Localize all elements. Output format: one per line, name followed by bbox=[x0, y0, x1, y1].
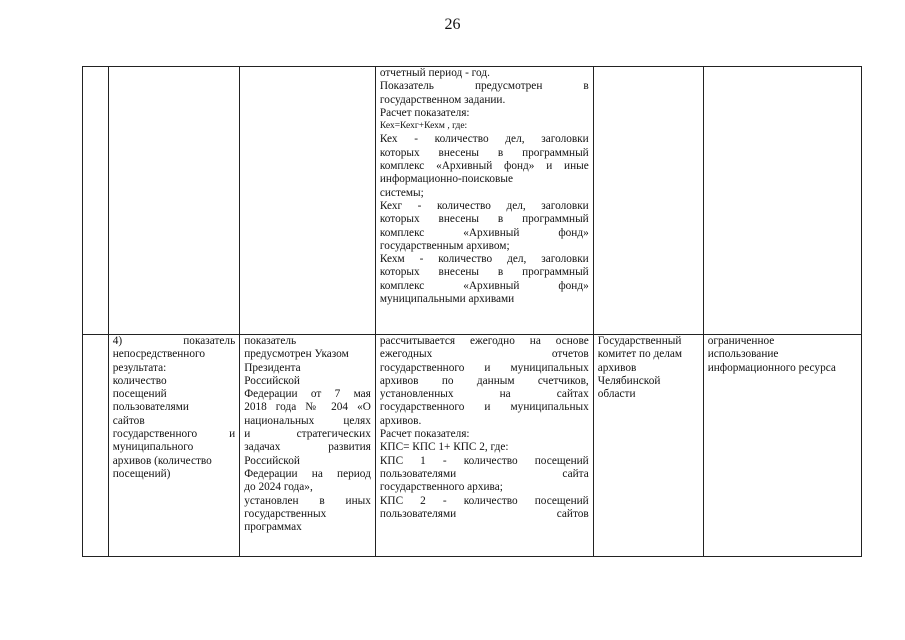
calc-line: Расчет показателя: bbox=[379, 106, 470, 119]
calc-line: Кехм - количество дел, заголовки bbox=[379, 253, 589, 266]
indicator-line: посещений bbox=[112, 388, 167, 401]
basis-line: государственных bbox=[244, 507, 327, 520]
formula: Кех=Кехг+Кехм , где: bbox=[379, 121, 468, 132]
basis-line: предусмотрен Указом bbox=[244, 348, 349, 361]
calc-line: Кехг - количество дел, заголовки bbox=[379, 199, 589, 212]
calc-line: Показатель предусмотрен в bbox=[379, 80, 589, 93]
basis-line: Российской bbox=[244, 454, 300, 467]
basis-line: Президента bbox=[244, 361, 301, 374]
indicator-table bbox=[82, 66, 862, 557]
calc-line: установленных на сайтах bbox=[379, 388, 589, 401]
indicator-line: количество bbox=[112, 374, 167, 387]
basis-line: программах bbox=[244, 521, 302, 534]
calculation-cell bbox=[375, 335, 593, 557]
basis-line: установлен в иных bbox=[244, 494, 371, 507]
basis-line: до 2024 года», bbox=[244, 481, 313, 494]
responsible-line: области bbox=[597, 388, 636, 401]
calc-line: муниципальными архивами bbox=[379, 293, 515, 306]
calc-line: которых внесены в программный bbox=[379, 266, 589, 279]
row-number-cell bbox=[83, 67, 109, 335]
indicator-name-cell bbox=[108, 67, 240, 335]
basis-line: задачах развития bbox=[244, 441, 371, 454]
calc-line: комплекс «Архивный фонд» и иные bbox=[379, 160, 589, 173]
calc-line: информационно-поисковые bbox=[379, 173, 513, 186]
responsible-cell bbox=[593, 335, 703, 557]
calc-line: КПС 2 - количество посещений bbox=[379, 494, 589, 507]
basis-line: 2018 года № 204 «О bbox=[244, 401, 371, 414]
basis-line: и стратегических bbox=[244, 428, 371, 441]
calc-line: ежегодных отчетов bbox=[379, 348, 589, 361]
basis-line: показатель bbox=[244, 335, 297, 347]
basis-cell bbox=[240, 335, 376, 557]
limitations-cell bbox=[703, 335, 861, 557]
indicator-line: пользователями bbox=[112, 401, 189, 414]
calc-line: КПС 1 - количество посещений bbox=[379, 454, 589, 467]
limitation-line: использование bbox=[707, 348, 779, 361]
responsible-line: Государственный bbox=[597, 335, 682, 347]
limitation-line: информационного ресурса bbox=[707, 361, 836, 374]
indicator-line: 4) показатель bbox=[112, 335, 236, 347]
table-row bbox=[83, 67, 862, 335]
indicator-line: результата: bbox=[112, 361, 167, 374]
calc-line: пользователями сайтов bbox=[379, 507, 589, 520]
basis-cell bbox=[240, 67, 376, 335]
calc-line: государственного архива; bbox=[379, 481, 503, 494]
calc-line: комплекс «Архивный фонд» bbox=[379, 226, 589, 239]
responsible-cell bbox=[593, 67, 703, 335]
calc-line: системы; bbox=[379, 186, 424, 199]
basis-line: Российской bbox=[244, 374, 300, 387]
indicator-name-cell bbox=[108, 335, 240, 557]
calc-line: которых внесены в программный bbox=[379, 213, 589, 226]
calculation-cell bbox=[375, 67, 593, 335]
limitations-cell bbox=[703, 67, 861, 335]
page-number: 26 bbox=[444, 16, 461, 33]
row-number-cell bbox=[83, 335, 109, 557]
responsible-line: архивов bbox=[597, 361, 637, 374]
calc-line: Кех - количество дел, заголовки bbox=[379, 133, 589, 146]
calc-line: государственном задании. bbox=[379, 93, 506, 106]
calc-line: которых внесены в программный bbox=[379, 146, 589, 159]
basis-line: национальных целях bbox=[244, 414, 371, 427]
formula: КПС= КПС 1+ КПС 2, где: bbox=[379, 441, 509, 454]
indicator-line: посещений) bbox=[112, 467, 171, 480]
indicator-line: непосредственного bbox=[112, 348, 205, 361]
calc-line: государственного и муниципальных bbox=[379, 401, 589, 414]
calc-line: государственного и муниципальных bbox=[379, 361, 589, 374]
responsible-line: Челябинской bbox=[597, 374, 661, 387]
basis-line: Федерации на период bbox=[244, 467, 371, 480]
basis-line: Федерации от 7 мая bbox=[244, 388, 371, 401]
calc-line: отчетный период - год. bbox=[379, 67, 490, 79]
responsible-line: комитет по делам bbox=[597, 348, 683, 361]
calc-line: архивов по данным счетчиков, bbox=[379, 374, 589, 387]
calc-line: рассчитывается ежегодно на основе bbox=[379, 335, 589, 347]
table-row bbox=[83, 335, 862, 557]
calc-line: Расчет показателя: bbox=[379, 428, 470, 441]
calc-line: пользователями сайта bbox=[379, 467, 589, 480]
indicator-line: муниципального bbox=[112, 441, 194, 454]
calc-line: комплекс «Архивный фонд» bbox=[379, 279, 589, 292]
indicator-line: государственного и bbox=[112, 428, 236, 441]
indicator-line: сайтов bbox=[112, 414, 145, 427]
limitation-line: ограниченное bbox=[707, 335, 775, 347]
calc-line: государственным архивом; bbox=[379, 239, 510, 252]
indicator-line: архивов (количество bbox=[112, 454, 212, 467]
calc-line: архивов. bbox=[379, 414, 422, 427]
